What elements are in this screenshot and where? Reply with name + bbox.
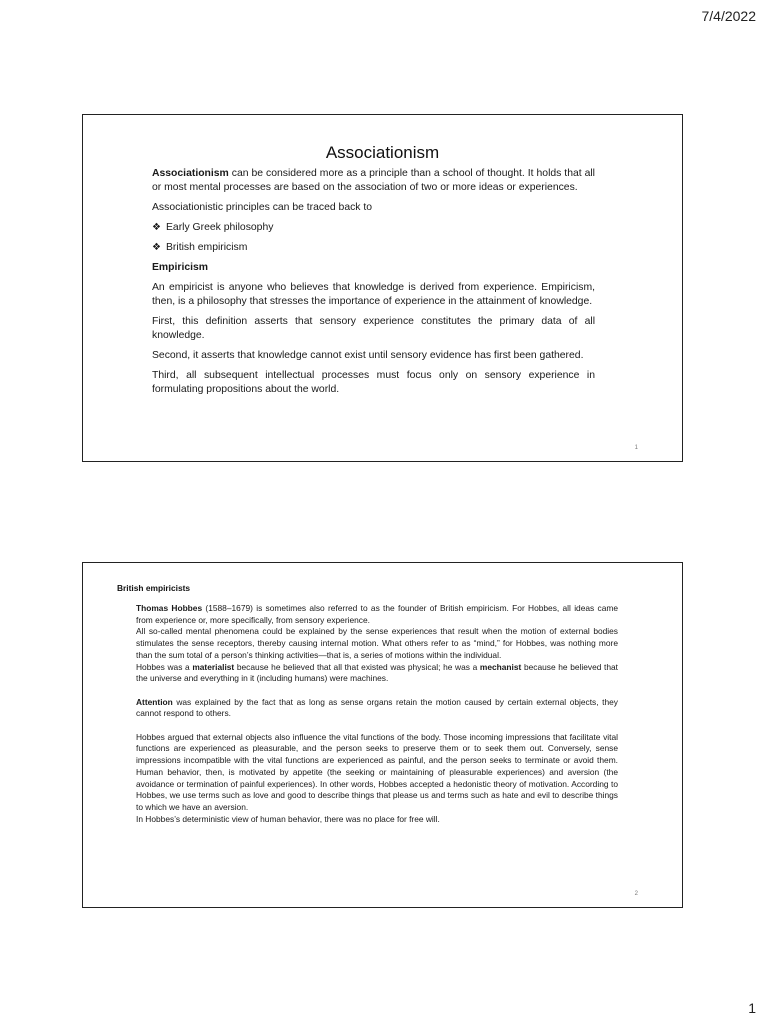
slide-body — [152, 167, 595, 403]
vital-paragraph: Hobbes argued that external objects also influence the vital functions of the body. Those incoming impressions that facilitate vital functions are experienced as pleasurable, and the person seeks to preserve them or to seek them out. Conversely, sense impressions incompatible with the vital functions are experienced as painful, and the person seeks to terminate or avoid them. Human behavior, then, is motivated by appetite (the seeking or maintaining of pleasurable experiences) and aversion (the avoidance or termination of painful experiences). In other words, Hobbes accepted a hedonistic theory of motivation. According to Hobbes, we use terms such as love and good to describe things that please us and terms such as hate and evil to describe things to which we have an aversion. — [136, 731, 618, 812]
list-item — [152, 241, 595, 255]
hobbes-paragraph — [136, 603, 618, 626]
intro-text: can be considered more as a principle than a school of thought. It holds that all or most mental processes are based on the association of two or more ideas or experiences. — [152, 168, 595, 193]
spacer — [136, 685, 618, 697]
slide-body — [136, 603, 618, 825]
materialist-paragraph — [136, 662, 618, 685]
materialist-text: because he believed that the universe and everything in it (including humans) were machines. — [136, 661, 618, 684]
slide-number: 2 — [634, 891, 638, 897]
slide-title: British empiricists — [117, 583, 191, 593]
slide-title: Associationism — [325, 143, 440, 162]
materialist-text: Hobbes was a — [136, 661, 193, 672]
slide-2 — [82, 562, 683, 908]
term-associationism: Associationism — [152, 168, 229, 179]
print-date: 7/4/2022 — [701, 8, 756, 24]
page-number: 1 — [748, 1000, 756, 1016]
empiricist-paragraph: An empiricist is anyone who believes that knowledge is derived from experience. Empiricism, then, is a philosophy that stresses the importance of experience in the attainment of knowledge. — [152, 282, 595, 307]
traced-paragraph: Associationistic principles can be traced back to — [152, 202, 373, 213]
free-will-paragraph: In Hobbes’s deterministic view of human behavior, there was no place for free will. — [136, 813, 440, 824]
term-mechanist: mechanist — [479, 661, 522, 672]
attention-text: was explained by the fact that as long as sense organs retain the motion caused by certain external objects, they cannot respond to others. — [136, 696, 618, 719]
spacer — [136, 720, 618, 732]
term-thomas-hobbes: Thomas Hobbes — [136, 603, 203, 613]
attention-paragraph — [136, 697, 618, 720]
diamond-bullet-icon: ❖ — [152, 242, 161, 253]
third-paragraph: Third, all subsequent intellectual processes must focus only on sensory experience in formulating propositions about the world. — [152, 370, 595, 395]
slide-1 — [82, 114, 683, 462]
list-item — [152, 221, 595, 235]
second-paragraph: Second, it asserts that knowledge cannot exist until sensory evidence has first been gathered. — [152, 350, 584, 361]
section-heading: Empiricism — [152, 262, 209, 273]
first-paragraph: First, this definition asserts that sensory experience constitutes the primary data of all knowledge. — [152, 316, 595, 341]
materialist-text: because he believed that all that existed was physical; he was a — [234, 661, 480, 672]
list-item-label: Early Greek philosophy — [166, 222, 274, 233]
list-item-label: British empiricism — [166, 242, 248, 253]
term-attention: Attention — [136, 696, 173, 707]
term-materialist: materialist — [192, 661, 235, 672]
diamond-bullet-icon: ❖ — [152, 222, 161, 233]
slide-number: 1 — [634, 445, 638, 451]
hobbes-text: (1588–1679) is sometimes also referred to as the founder of British empiricism. For Hobbes, all ideas came from experience or, more specifically, from sensory experience. — [136, 603, 618, 625]
intro-paragraph — [152, 167, 595, 195]
mental-paragraph: All so-called mental phenomena could be explained by the sense experiences that result when the motion of external bodies stimulates the sense receptors, thereby causing internal motion. What others refer to as “mind,” for Hobbes, was nothing more than the sum total of a person’s thinking activities—that is, a series of motions within the individual. — [136, 626, 618, 660]
